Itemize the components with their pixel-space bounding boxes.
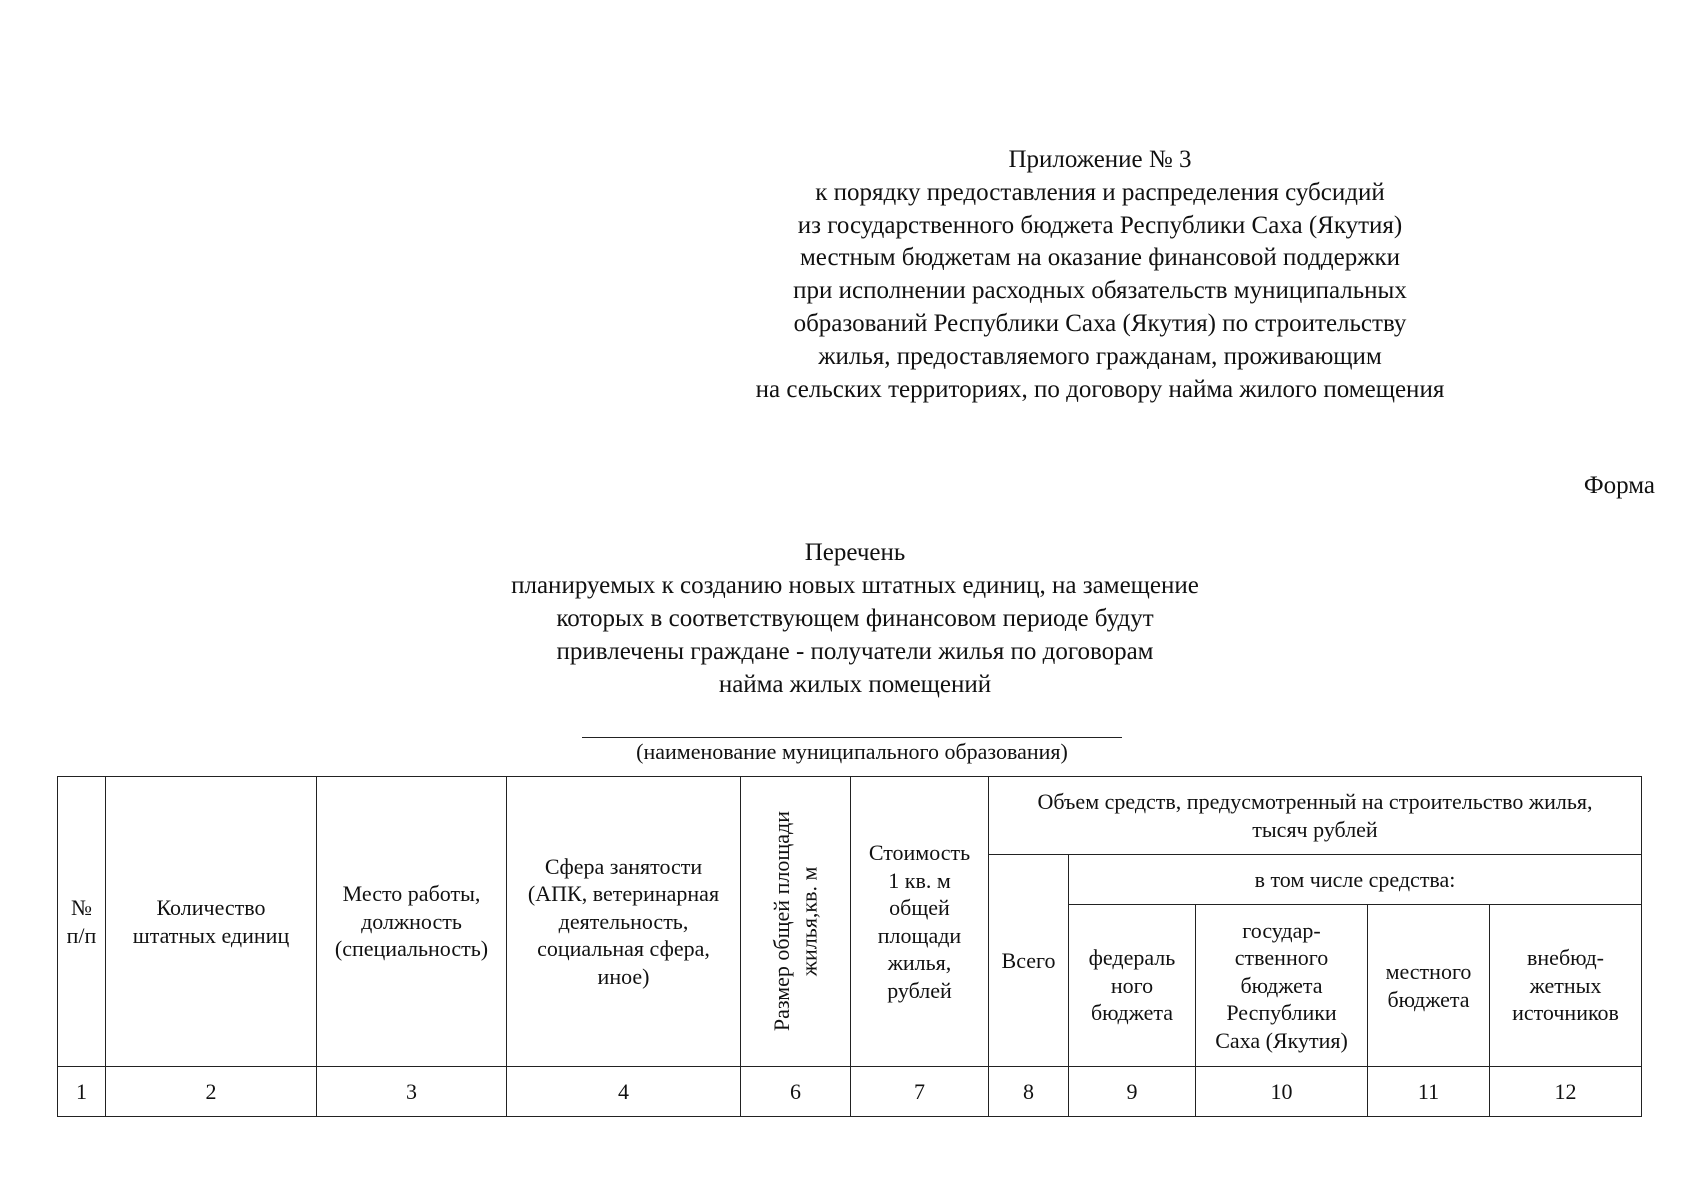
- appendix-line: Приложение № 3: [1008, 146, 1192, 173]
- appendix-line: образований Республики Саха (Якутия) по строительству: [793, 309, 1407, 337]
- header-housing-area: [741, 777, 851, 1067]
- header-staff-count: Количество штатных единиц: [106, 777, 317, 1067]
- appendix-line: при исполнении расходных обязательств муниципальных: [793, 277, 1407, 305]
- column-number: 4: [507, 1067, 741, 1117]
- list-title-line: планируемых к созданию новых штатных единиц, на замещение: [511, 572, 1199, 599]
- column-number: 10: [1196, 1067, 1368, 1117]
- header-federal-budget: федераль ного бюджета: [1069, 905, 1196, 1067]
- form-label: Форма: [1583, 472, 1655, 499]
- staff-table: [57, 776, 1642, 1117]
- header-workplace: Место работы, должность (специальность): [317, 777, 507, 1067]
- header-state-budget: государ- ственного бюджета Республики Саха (Якутия): [1196, 905, 1368, 1067]
- header-cost-per-sqm: Стоимость 1 кв. м общей площади жилья, рублей: [851, 777, 989, 1067]
- header-employment-sphere: Сфера занятости (АПК, ветеринарная деятельность, социальная сфера, иное): [507, 777, 741, 1067]
- list-title-line: привлечены граждане - получатели жилья по договорам: [556, 638, 1154, 665]
- column-number: 8: [989, 1067, 1069, 1117]
- column-number: 7: [851, 1067, 989, 1117]
- appendix-line: на сельских территориях, по договору найма жилого помещения: [755, 375, 1445, 403]
- header-local-budget: местного бюджета: [1368, 905, 1490, 1067]
- appendix-line: жилья, предоставляемого гражданам, проживающим: [818, 342, 1382, 370]
- column-number: 3: [317, 1067, 507, 1117]
- header-funds-group: Объем средств, предусмотренный на строительство жилья, тысяч рублей: [989, 777, 1642, 855]
- column-number-row: [58, 1067, 1642, 1117]
- header-off-budget: внебюд- жетных источников: [1490, 905, 1642, 1067]
- header-num: № п/п: [58, 777, 106, 1067]
- column-number: 12: [1490, 1067, 1642, 1117]
- header-total: Всего: [989, 855, 1069, 1067]
- header-including: в том числе средства:: [1069, 855, 1642, 905]
- column-number: 11: [1368, 1067, 1490, 1117]
- list-title-line: Перечень: [804, 539, 906, 566]
- column-number: 9: [1069, 1067, 1196, 1117]
- municipality-caption: (наименование муниципального образования): [636, 739, 1068, 764]
- list-title: [430, 536, 1280, 701]
- column-number: 6: [741, 1067, 851, 1117]
- list-title-line: найма жилых помещений: [718, 671, 992, 698]
- column-number: 1: [58, 1067, 106, 1117]
- header-housing-area-text: Размер общей площади жилья,кв. м: [769, 811, 822, 1032]
- column-number: 2: [106, 1067, 317, 1117]
- appendix-header: [700, 144, 1500, 406]
- appendix-line: из государственного бюджета Республики Саха (Якутия): [797, 211, 1403, 239]
- appendix-line: местным бюджетам на оказание финансовой поддержки: [799, 244, 1401, 272]
- list-title-line: которых в соответствующем финансовом периоде будут: [556, 605, 1154, 632]
- appendix-line: к порядку предоставления и распределения субсидий: [815, 178, 1385, 206]
